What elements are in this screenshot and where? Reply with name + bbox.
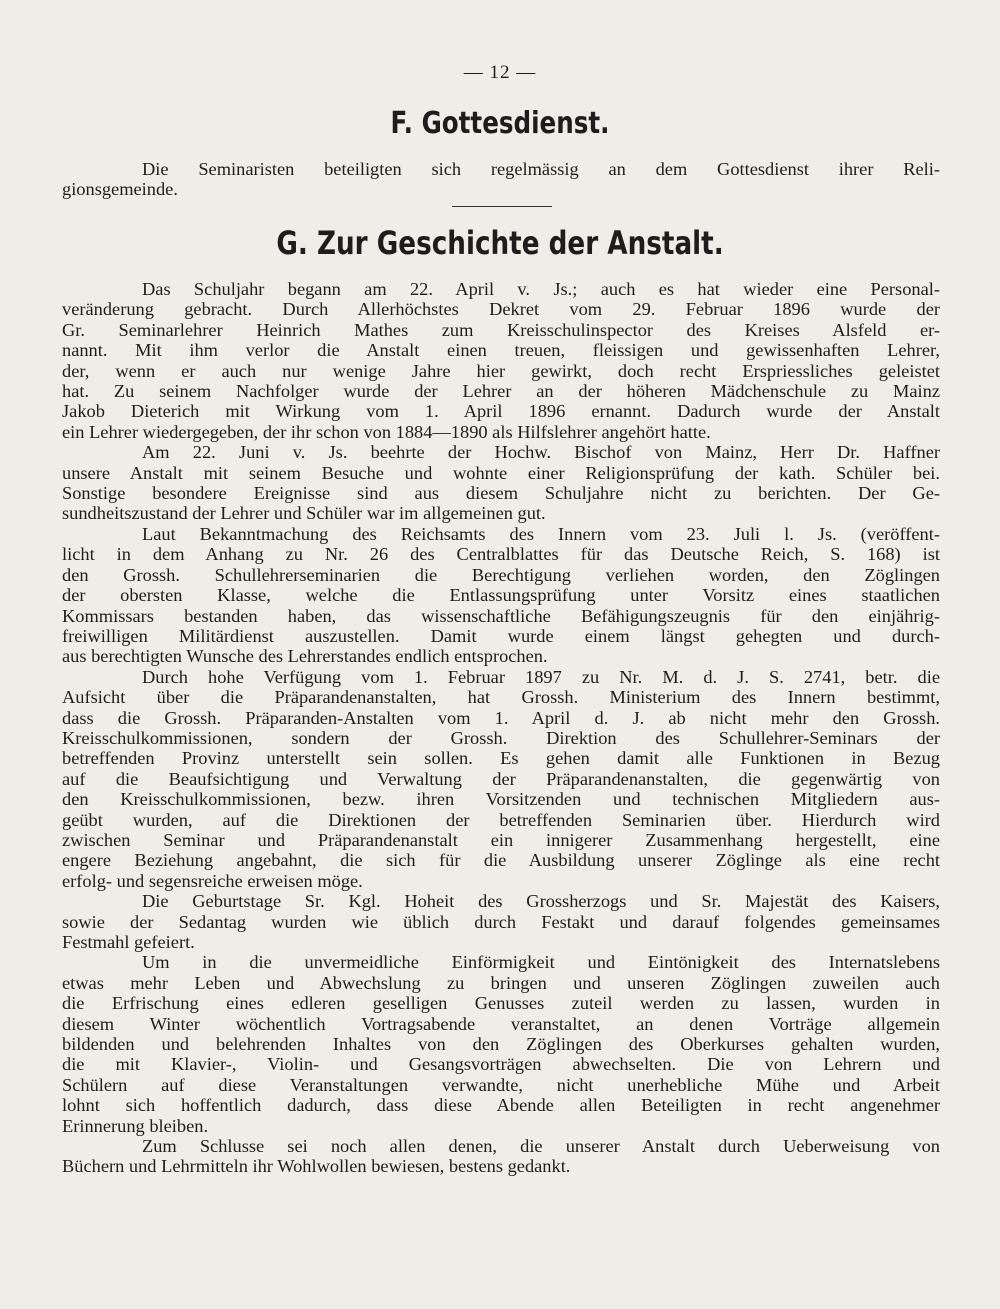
section-f-paragraph [62, 159, 940, 200]
text-line: der obersten Klasse, welche die Entlassungsprüfung unter Vorsitz eines staatlichen [62, 585, 940, 606]
text-line: hat. Zu seinem Nachfolger wurde der Lehrer an der höheren Mädchenschule zu Mainz [62, 381, 940, 402]
text-line: lohnt sich hoffentlich dadurch, dass diese Abende allen Beteiligten in recht angenehmer [62, 1095, 940, 1116]
text-line: aus berechtigten Wunsche des Lehrerstandes endlich entsprochen. [62, 646, 548, 667]
text-line: Zum Schlusse sei noch allen denen, die unserer Anstalt durch Ueberweisung von [142, 1136, 940, 1157]
text-line: gionsgemeinde. [62, 179, 178, 200]
text-line: betreffenden Provinz unterstellt sein sollen. Es gehen damit alle Funktionen in Bezug [62, 748, 940, 769]
text-line: den Kreisschulkommissionen, bezw. ihren Vorsitzenden und technischen Mitgliedern aus- [62, 789, 940, 810]
text-line: Schülern auf diese Veranstaltungen verwandte, nicht unerhebliche Mühe und Arbeit [62, 1074, 940, 1095]
text-line: den Grossh. Schullehrerseminarien die Berechtigung verliehen worden, den Zöglingen [62, 564, 940, 585]
text-line: Die Geburtstage Sr. Kgl. Hoheit des Grossherzogs und Sr. Majestät des Kaisers, [142, 891, 940, 912]
text-line: geübt wurden, auf die Direktionen der betreffenden Seminarien über. Hierdurch wird [62, 809, 940, 830]
text-line: Kommissars bestanden haben, das wissenschaftliche Befähigungszeugnis für den einjährig- [62, 605, 940, 626]
section-divider [452, 206, 552, 207]
text-line: etwas mehr Leben und Abwechslung zu bringen und unseren Zöglingen zuweilen auch [62, 972, 940, 993]
text-line: freiwilligen Militärdienst auszustellen. Damit wurde einem längst gehegten und durch- [62, 625, 940, 646]
text-line: die Erfrischung eines edleren geselligen Genusses zuteil werden zu lassen, wurden in [62, 993, 940, 1014]
section-g-heading: G. Zur Geschichte der Anstalt. [276, 224, 724, 262]
text-line: bildenden und belehrenden Inhaltes von den Zöglingen des Oberkurses gehalten wurden, [62, 1034, 940, 1055]
section-f-heading: F. Gottesdienst. [390, 106, 610, 141]
page-number: — 12 — [463, 62, 537, 83]
text-line: licht in dem Anhang zu Nr. 26 des Centralblattes für das Deutsche Reich, S. 168) ist [62, 544, 940, 565]
text-line: der, wenn er auch nur wenige Jahre hier gewirkt, doch recht Erspriessliches geleistet [62, 360, 940, 381]
text-line: Die Seminaristen beteiligten sich regelmässig an dem Gottesdienst ihrer Reli- [142, 159, 940, 179]
text-line: Das Schuljahr begann am 22. April v. Js.; auch es hat wieder eine Personal- [142, 279, 940, 299]
text-line: Gr. Seminarlehrer Heinrich Mathes zum Kreisschulinspector des Kreises Alsfeld er- [62, 319, 940, 340]
text-line: Um in die unvermeidliche Einförmigkeit und Eintönigkeit des Internatslebens [142, 952, 940, 973]
text-line: diesem Winter wöchentlich Vortragsabende veranstaltet, an denen Vorträge allgemein [62, 1013, 940, 1034]
text-line: nannt. Mit ihm verlor die Anstalt einen treuen, fleissigen und gewissenhaften Lehrer, [62, 340, 940, 361]
text-line: erfolg- und segensreiche erweisen möge. [62, 870, 363, 891]
text-line: zwischen Seminar und Präparandenanstalt ein innigerer Zusammenhang hergestellt, eine [62, 829, 940, 850]
text-line: unsere Anstalt mit seinem Besuche und wohnte einer Religionsprüfung der kath. Schüler bei. [62, 462, 940, 483]
text-line: Am 22. Juni v. Js. beehrte der Hochw. Bischof von Mainz, Herr Dr. Haffner [142, 442, 940, 463]
text-line: Jakob Dieterich mit Wirkung vom 1. April 1896 ernannt. Dadurch wurde der Anstalt [62, 401, 940, 422]
text-line: Büchern und Lehrmitteln ihr Wohlwollen bewiesen, bestens gedankt. [62, 1156, 571, 1177]
text-line: dass die Grossh. Präparanden-Anstalten vom 1. April d. J. ab nicht mehr den Grossh. [62, 707, 940, 728]
text-line: Durch hohe Verfügung vom 1. Februar 1897 zu Nr. M. d. J. S. 2741, betr. die [142, 666, 940, 687]
text-line: Aufsicht über die Präparandenanstalten, hat Grossh. Ministerium des Innern bestimmt, [62, 687, 940, 708]
text-line: ein Lehrer wiedergegeben, der ihr schon von 1884—1890 als Hilfslehrer angehört hatte. [62, 421, 711, 442]
text-line: sowie der Sedantag wurden wie üblich durch Festakt und darauf folgendes gemeinsames [62, 911, 940, 932]
text-line: die mit Klavier-, Violin- und Gesangsvorträgen abwechselten. Die von Lehrern und [62, 1054, 940, 1075]
text-line: Erinnerung bleiben. [62, 1115, 209, 1136]
text-line: veränderung gebracht. Durch Allerhöchstes Dekret vom 29. Februar 1896 wurde der [62, 299, 940, 320]
section-g-body [62, 279, 940, 1177]
text-line: engere Beziehung angebahnt, die sich für die Ausbildung unserer Zöglinge als eine recht [62, 850, 940, 871]
text-line: auf die Beaufsichtigung und Verwaltung der Präparandenanstalten, die gegenwärtig von [62, 768, 940, 789]
text-line: Sonstige besondere Ereignisse sind aus diesem Schuljahre nicht zu berichten. Der Ge- [62, 483, 940, 504]
text-line: sundheitszustand der Lehrer und Schüler war im allgemeinen gut. [62, 503, 546, 524]
text-line: Kreisschulkommissionen, sondern der Grossh. Direktion des Schullehrer-Seminars der [62, 727, 940, 748]
text-line: Laut Bekanntmachung des Reichsamts des Innern vom 23. Juli l. Js. (veröffent- [142, 523, 940, 544]
text-line: Festmahl gefeiert. [62, 932, 195, 952]
